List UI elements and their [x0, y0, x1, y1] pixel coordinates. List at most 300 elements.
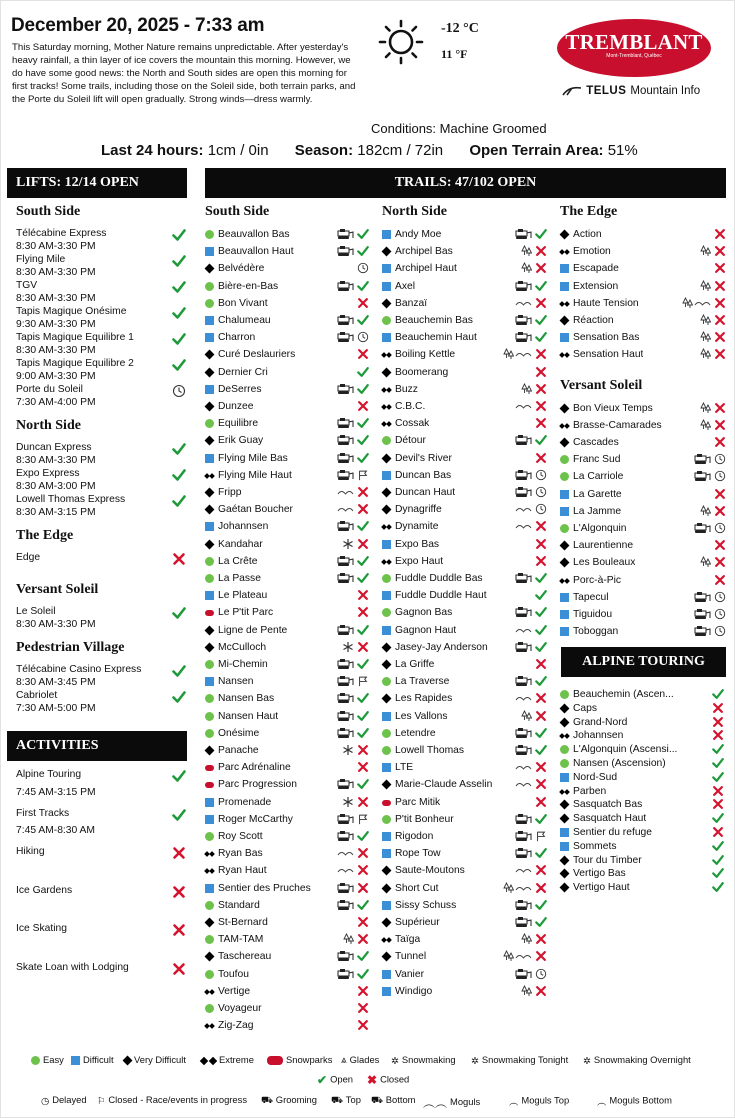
trail-row: [382, 966, 547, 983]
trail-status: [357, 950, 369, 962]
x-icon: [714, 245, 726, 257]
trail-name: Charron: [218, 332, 256, 344]
touring-status: [712, 881, 724, 893]
alpine-touring-header: ALPINE TOURING: [561, 647, 726, 677]
touring-row: [560, 770, 724, 785]
difficulty-ex-icon: [560, 350, 569, 359]
difficulty-diff-icon: [382, 763, 391, 772]
glades-icon: [700, 419, 711, 431]
difficulty-ex-icon: [560, 299, 569, 308]
trail-status: [357, 658, 369, 670]
difficulty-easy-icon: [205, 299, 214, 308]
check-icon: [712, 812, 724, 824]
trail-status: [535, 882, 547, 894]
trail-name: Cascades: [573, 437, 619, 448]
trail-status: [535, 950, 547, 962]
trail-name: Vertige: [218, 985, 251, 997]
difficulty-diff-icon: [382, 264, 391, 273]
telus-icon: [561, 85, 583, 97]
feature-icons: [514, 503, 532, 516]
trail-name: Tunnel: [395, 951, 427, 963]
check-icon: [357, 280, 369, 292]
difficulty-vd-icon: [560, 438, 569, 447]
trail-status: [357, 796, 369, 808]
trail-row: [205, 364, 369, 381]
lift-name: Cabriolet: [16, 690, 58, 701]
feature-icons: [336, 968, 354, 981]
trail-row: [382, 897, 547, 914]
trail-name: Voyageur: [218, 1003, 262, 1014]
trail-row: [560, 451, 726, 468]
trail-status: [357, 228, 369, 240]
lift-section-title: Versant Soleil: [16, 582, 99, 597]
activity-hours: 7:45 AM-8:30 AM: [16, 825, 95, 837]
activity-row: [16, 885, 188, 898]
telus-brand: [561, 85, 700, 97]
difficulty-vd-icon: [382, 454, 391, 463]
trail-row: [205, 381, 369, 398]
check-icon: [172, 664, 186, 678]
difficulty-ex-icon: [205, 866, 214, 875]
difficulty-vd-icon: [560, 856, 569, 865]
x-icon: [357, 744, 369, 756]
trail-row: [205, 260, 369, 277]
difficulty-easy-icon: [382, 677, 391, 686]
check-icon: [535, 916, 547, 928]
difficulty-easy-icon: [205, 970, 214, 979]
trail-name: Sissy Schuss: [395, 899, 457, 911]
trail-status: [357, 400, 369, 412]
trail-row: [382, 639, 547, 656]
grooming-icon: [337, 968, 354, 980]
lift-row: [16, 468, 188, 493]
feature-icons: [336, 813, 354, 826]
trail-row: [205, 759, 369, 776]
grooming-icon: [337, 727, 354, 739]
clock-icon: [714, 591, 726, 603]
trail-name: Toboggan: [573, 626, 619, 638]
difficulty-vd-icon: [205, 746, 214, 755]
trail-row: [382, 381, 547, 398]
difficulty-vd-icon: [560, 718, 569, 727]
feature-icons: [514, 469, 532, 482]
x-icon: [535, 538, 547, 550]
trail-row: [205, 484, 369, 501]
trail-name: Brasse-Camarades: [573, 419, 662, 431]
check-icon: [712, 743, 724, 755]
trail-name: Haute Tension: [573, 297, 639, 309]
trail-name: Emotion: [573, 246, 611, 258]
difficulty-vd-icon: [205, 436, 214, 445]
moguls-icon: [515, 297, 532, 309]
sun-icon: [376, 18, 426, 66]
trail-name: Nansen Haut: [218, 710, 279, 722]
trail-row: [382, 226, 547, 243]
trail-status: [357, 933, 369, 945]
trail-status: [535, 692, 547, 704]
trail-row: [205, 278, 369, 295]
grooming-icon: [337, 813, 354, 825]
diamond-icon: [123, 1056, 133, 1066]
difficulty-vd-icon: [382, 368, 391, 377]
trail-row: [382, 536, 547, 553]
check-icon: [172, 494, 186, 508]
touring-status: [712, 785, 724, 797]
trail-status: [357, 245, 369, 257]
lift-name: Lowell Thomas Express: [16, 494, 126, 505]
trail-status: [535, 933, 547, 945]
trail-row: [560, 417, 726, 434]
lift-status: [172, 552, 188, 568]
trail-row: [382, 948, 547, 965]
difficulty-easy-icon: [205, 419, 214, 428]
difficulty-diff-icon: [560, 610, 569, 619]
clock-icon: [535, 503, 547, 515]
feature-icons: [514, 899, 532, 912]
trail-status: [357, 503, 369, 515]
x-icon: [357, 882, 369, 894]
trail-name: Vanier: [395, 968, 424, 980]
feature-icons: [336, 245, 354, 258]
trail-status: [357, 727, 369, 739]
activity-status: [172, 769, 188, 785]
difficulty-park-icon: [205, 765, 214, 771]
feature-icons: [336, 882, 354, 895]
feature-icons: [699, 331, 711, 344]
trail-name: Flying Mile Haut: [218, 469, 292, 481]
grooming-icon: [515, 813, 532, 825]
logo-subtext: Mont-Tremblant, Québec: [606, 53, 662, 59]
trail-name: Franc Sud: [573, 454, 621, 466]
trail-name: Saute-Moutons: [395, 865, 465, 877]
grooming-icon: [337, 950, 354, 962]
feature-icons: [699, 556, 711, 569]
feature-icons: [699, 419, 711, 432]
feature-icons: [336, 452, 354, 465]
feature-icons: [520, 985, 532, 998]
clock-icon: ◷: [41, 1094, 50, 1106]
grooming-icon: [337, 692, 354, 704]
trail-status: [535, 503, 547, 515]
difficulty-diff-icon: [382, 540, 391, 549]
touring-status: [712, 798, 724, 810]
trail-name: Sentier des Pruches: [218, 882, 311, 894]
trail-status: [714, 539, 726, 551]
flag-icon: [357, 675, 369, 687]
lift-row: [16, 306, 188, 331]
x-icon: [712, 826, 724, 838]
grooming-top-icon: ⛟: [331, 1094, 343, 1106]
feature-icons: [514, 434, 532, 447]
difficulty-ex-icon: [382, 522, 391, 531]
trail-row: [205, 398, 369, 415]
trail-name: Devil's River: [395, 452, 452, 464]
difficulty-vd-icon: [560, 704, 569, 713]
grooming-icon: [337, 228, 354, 240]
grooming-icon: [515, 331, 532, 343]
lift-row: [16, 254, 188, 279]
x-icon: [535, 245, 547, 257]
x-icon: [172, 923, 186, 937]
lift-hours: 9:00 AM-3:30 PM: [16, 370, 96, 382]
flag-icon: ⚐: [97, 1094, 106, 1106]
difficulty-ex-icon: [560, 731, 569, 740]
trail-name: Dunzee: [218, 401, 254, 412]
moguls-icon: [694, 297, 711, 309]
lift-status: [172, 384, 188, 400]
clock-icon: [714, 608, 726, 620]
trail-status: [714, 314, 726, 326]
difficulty-ex-icon: [205, 1021, 214, 1030]
check-icon: [712, 854, 724, 866]
trail-status: [714, 522, 726, 534]
trail-status: [714, 488, 726, 500]
trail-row: [560, 623, 726, 640]
grooming-icon: [515, 228, 532, 240]
difficulty-vd-icon: [205, 918, 214, 927]
trail-row: [205, 536, 369, 553]
legend-snowparks: Snowparks: [267, 1054, 332, 1065]
clock-icon: [535, 469, 547, 481]
trail-status: [535, 314, 547, 326]
x-icon: [714, 348, 726, 360]
trail-status: [535, 796, 547, 808]
x-icon: [714, 297, 726, 309]
feature-icons: [514, 916, 532, 929]
difficulty-easy-icon: [382, 608, 391, 617]
trail-row: [382, 759, 547, 776]
lift-section-title: Pedestrian Village: [16, 640, 125, 655]
trail-row: [382, 708, 547, 725]
feature-icons: [336, 417, 354, 430]
trail-row: [382, 312, 547, 329]
feature-icons: [336, 572, 354, 585]
lift-hours: 8:30 AM-3:15 PM: [16, 506, 96, 518]
activity-name: Alpine Touring: [16, 769, 82, 780]
trail-row: [382, 518, 547, 535]
trail-status: [357, 864, 369, 876]
check-icon: [357, 452, 369, 464]
grooming-icon: [337, 331, 354, 343]
x-icon: [357, 761, 369, 773]
feature-icons: [341, 744, 354, 757]
feature-icons: [514, 847, 532, 860]
trail-row: [382, 622, 547, 639]
grooming-icon: [337, 314, 354, 326]
trail-row: [205, 639, 369, 656]
feature-icons: [514, 864, 532, 877]
grooming-icon: [515, 434, 532, 446]
difficulty-vd-icon: [205, 264, 214, 273]
check-icon: [535, 813, 547, 825]
difficulty-vd-icon: [560, 230, 569, 239]
open-terrain-value: 51%: [607, 142, 638, 159]
trail-status: [357, 899, 369, 911]
feature-icons: [693, 625, 711, 638]
trail-status: [357, 606, 369, 618]
trail-name: Jasey-Jay Anderson: [395, 641, 488, 653]
difficulty-easy-icon: [205, 1004, 214, 1013]
grooming-icon: [337, 710, 354, 722]
check-icon: [357, 572, 369, 584]
grooming-icon: [337, 280, 354, 292]
trail-status: [714, 402, 726, 414]
legend-easy: Easy: [31, 1054, 64, 1065]
lift-row: [16, 664, 188, 689]
trail-name: TAM-TAM: [218, 934, 264, 946]
clock-icon: [714, 625, 726, 637]
feature-icons: [699, 348, 711, 361]
activity-row: [16, 808, 188, 838]
check-icon: [535, 331, 547, 343]
trail-row: [205, 983, 369, 1000]
difficulty-vd-icon: [382, 488, 391, 497]
lift-section-title: North Side: [16, 418, 81, 433]
trail-row: [382, 776, 547, 793]
trail-row: [205, 725, 369, 742]
trail-row: [382, 742, 547, 759]
feature-icons: [520, 262, 532, 275]
moguls-top-icon: ︵: [509, 1096, 519, 1107]
legend-extreme: Extreme: [201, 1054, 254, 1065]
trail-row: [205, 226, 369, 243]
trail-row: [205, 467, 369, 484]
trail-name: Parc Adrénaline: [218, 762, 291, 774]
trail-row: [205, 243, 369, 260]
difficulty-vd-icon: [560, 558, 569, 567]
activity-status: [172, 808, 188, 824]
feature-icons: [514, 400, 532, 413]
check-icon: [535, 228, 547, 240]
x-icon: [535, 348, 547, 360]
clock-icon: [172, 384, 186, 398]
trail-row: [382, 260, 547, 277]
feature-icons: [514, 813, 532, 826]
trail-name: Lowell Thomas: [395, 745, 465, 756]
trail-status: [535, 658, 547, 670]
trail-status: [535, 589, 547, 601]
x-icon: [357, 864, 369, 876]
feature-icons: [336, 314, 354, 327]
glades-icon: [682, 297, 693, 309]
trail-row: [205, 604, 369, 621]
season-value: 182cm / 72in: [357, 142, 444, 159]
trail-status: [357, 813, 369, 825]
trail-name: Nansen Bas: [218, 693, 275, 705]
x-icon: [172, 846, 186, 860]
difficulty-vd-icon: [382, 884, 391, 893]
check-icon: [172, 254, 186, 268]
trail-name: Détour: [395, 435, 426, 447]
touring-row: [560, 866, 724, 881]
trail-status: [357, 383, 369, 395]
trail-status: [714, 574, 726, 586]
difficulty-easy-icon: [205, 832, 214, 841]
clock-icon: [357, 262, 369, 274]
x-icon: [714, 402, 726, 414]
difficulty-diff-icon: [560, 842, 569, 851]
feature-icons: [336, 624, 354, 637]
trail-row: [382, 415, 547, 432]
difficulty-vd-icon: [205, 626, 214, 635]
moguls-icon: [337, 847, 354, 859]
difficulty-vd-icon: [382, 660, 391, 669]
trail-row: [205, 862, 369, 879]
snowmaking-overnight-icon: ✲: [583, 1054, 591, 1066]
legend-difficult: Difficult: [71, 1054, 114, 1065]
legend-glades: ⩓ Glades: [341, 1054, 380, 1067]
trail-status: [714, 470, 726, 482]
grooming-icon: [515, 744, 532, 756]
trail-status: [357, 744, 369, 756]
feature-icons: [336, 692, 354, 705]
trail-name: Andy Moe: [395, 229, 442, 240]
trail-row: [382, 329, 547, 346]
trail-name: Dernier Cri: [218, 366, 268, 378]
lift-row: [16, 606, 188, 631]
feature-icons: [336, 331, 354, 344]
x-icon: [714, 419, 726, 431]
trail-status: [535, 864, 547, 876]
trail-row: [382, 570, 547, 587]
trail-row: [560, 226, 726, 243]
difficulty-easy-icon: [205, 729, 214, 738]
x-icon: [357, 606, 369, 618]
touring-row: [560, 853, 724, 868]
trail-name: Sensation Haut: [573, 349, 644, 361]
check-icon: [172, 228, 186, 242]
check-icon: [712, 867, 724, 879]
trail-status: [714, 262, 726, 274]
trail-row: [382, 983, 547, 1000]
trail-status: [357, 692, 369, 704]
trail-name: Archipel Bas: [395, 246, 453, 258]
telus-text: Mountain Info: [630, 85, 701, 98]
legend-moguls: ︵︵ Moguls: [423, 1095, 481, 1110]
trail-name: Short Cut: [395, 882, 439, 894]
trail-name: La Jamme: [573, 505, 622, 517]
activities-header: ACTIVITIES: [7, 731, 187, 761]
feature-icons: [514, 314, 532, 327]
trail-name: Boiling Kettle: [395, 349, 456, 361]
trail-status: [714, 228, 726, 240]
feature-icons: [336, 950, 354, 963]
touring-status: [712, 771, 724, 783]
trail-status: [357, 641, 369, 653]
grooming-icon: [337, 572, 354, 584]
feature-icons: [341, 538, 354, 551]
difficulty-easy-icon: [205, 712, 214, 721]
trail-row: [205, 329, 369, 346]
lift-name: Télécabine Casino Express: [16, 664, 142, 675]
trail-status: [357, 297, 369, 309]
trail-status: [535, 641, 547, 653]
grooming-icon: [515, 830, 532, 842]
trail-row: [205, 346, 369, 363]
trail-row: [382, 484, 547, 501]
trail-row: [382, 604, 547, 621]
trail-name: Erik Guay: [218, 435, 264, 447]
trail-name: Mi-Chemin: [218, 659, 268, 670]
flag-icon: [357, 469, 369, 481]
trail-name: Beauvallon Haut: [218, 246, 294, 258]
x-icon: [535, 761, 547, 773]
grooming-icon: [337, 417, 354, 429]
difficulty-vd-icon: [382, 247, 391, 256]
trail-status: [714, 245, 726, 257]
trail-name: Les Vallons: [395, 710, 448, 722]
trail-row: [205, 587, 369, 604]
